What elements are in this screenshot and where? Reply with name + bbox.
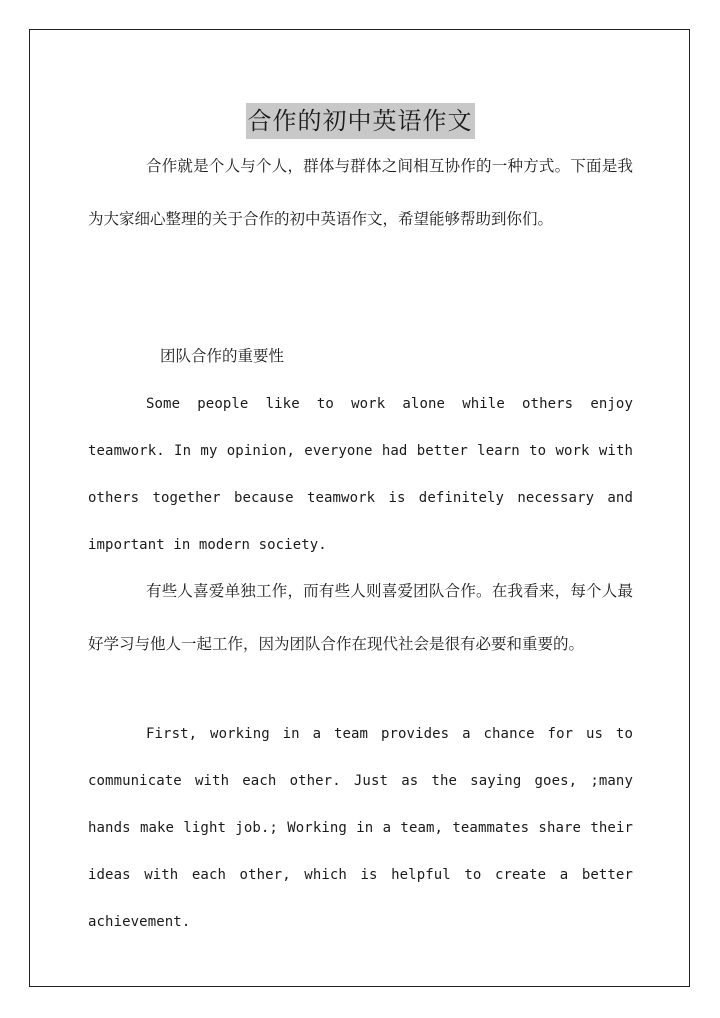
- section-heading: 团队合作的重要性: [160, 347, 285, 365]
- english-paragraph-2: First, working in a team provides a chance for us to communicate with each other. Just as the saying goes, ;many hands make light job.; Working in a team, teammates share their ideas with each other, which is helpful to create a better achievement.: [88, 726, 633, 930]
- intro-paragraph: 合作就是个人与个人，群体与群体之间相互协作的一种方式。下面是我为大家细心整理的关于合作的初中英语作文，希望能够帮助到你们。: [88, 157, 633, 228]
- chinese-paragraph-1: 有些人喜爱单独工作，而有些人则喜爱团队合作。在我看来，每个人最好学习与他人一起工作，因为团队合作在现代社会是很有必要和重要的。: [88, 582, 633, 653]
- english-paragraph-1: Some people like to work alone while others enjoy teamwork. In my opinion, everyone had better learn to work with others together because teamwork is definitely necessary and important in modern society.: [88, 396, 633, 553]
- document-title: 合作的初中英语作文: [246, 103, 475, 139]
